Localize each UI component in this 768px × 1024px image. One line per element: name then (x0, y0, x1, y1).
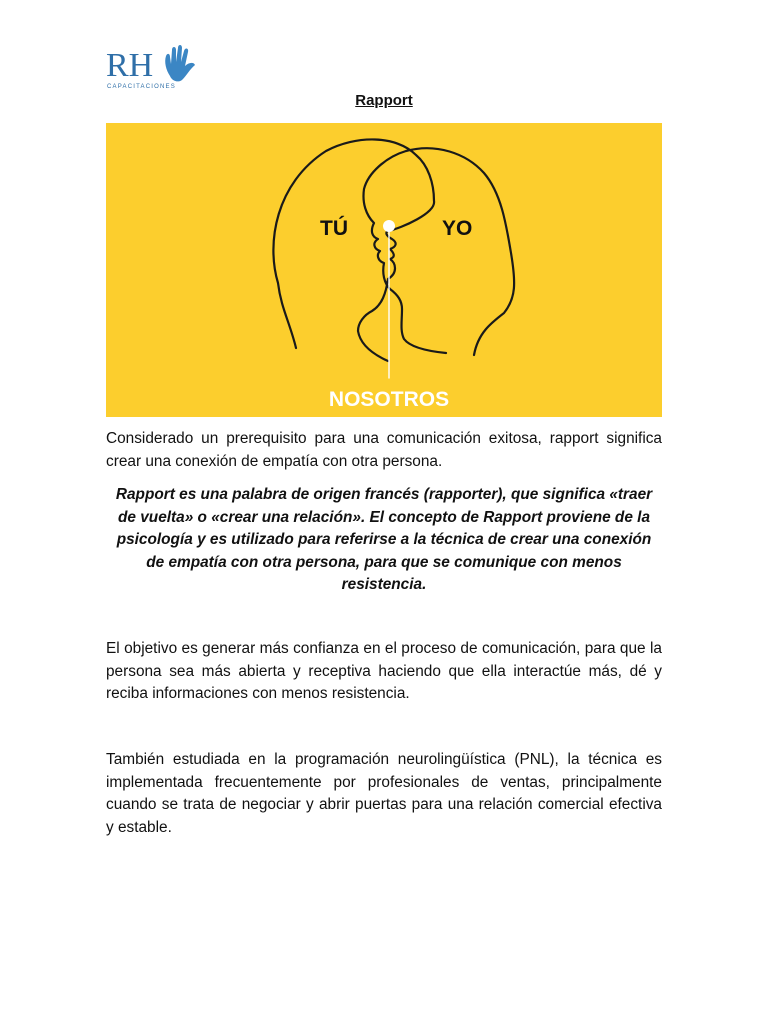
objective-paragraph: El objetivo es generar más confianza en el proceso de comunicación, para que la persona sea más abierta y receptiva haciendo que ella interactúe más, dé y reciba informaciones con menos resistencia. (106, 640, 662, 702)
page-title: Rapport (355, 92, 413, 109)
rapport-illustration (106, 123, 662, 417)
hand-icon (165, 45, 195, 81)
left-head-label: TÚ (320, 217, 348, 240)
right-head-label: YO (442, 217, 473, 240)
definition-paragraph: Rapport es una palabra de origen francés (rapporter), que significa «traer de vuelta» o «crear una relación». El concepto de Rapport proviene de la psicología y es utilizado para referirse a la técnica de crear una conexión de empatía con otra persona, para que se comunique con menos resistencia. (115, 486, 653, 593)
right-head-outline (363, 148, 514, 355)
logo-tagline: CAPACITACIONES (107, 84, 176, 90)
intro-paragraph: Considerado un prerequisito para una comunicación exitosa, rapport significa crear una conexión de empatía con otra persona. (106, 430, 662, 470)
pnl-paragraph: También estudiada en la programación neurolingüística (PNL), la técnica es implementada frecuentemente por profesionales de ventas, principalmente cuando se trata de negociar y abrir puertas para una relación comercial efectiva y estable. (106, 751, 662, 836)
rh-logo-graphic (104, 40, 204, 96)
two-heads-diagram (106, 123, 662, 417)
left-head-outline (273, 139, 434, 361)
bottom-label: NOSOTROS (328, 388, 450, 411)
logo-letters: RH (106, 47, 154, 84)
connector-dot (383, 220, 395, 232)
company-logo (104, 40, 204, 96)
